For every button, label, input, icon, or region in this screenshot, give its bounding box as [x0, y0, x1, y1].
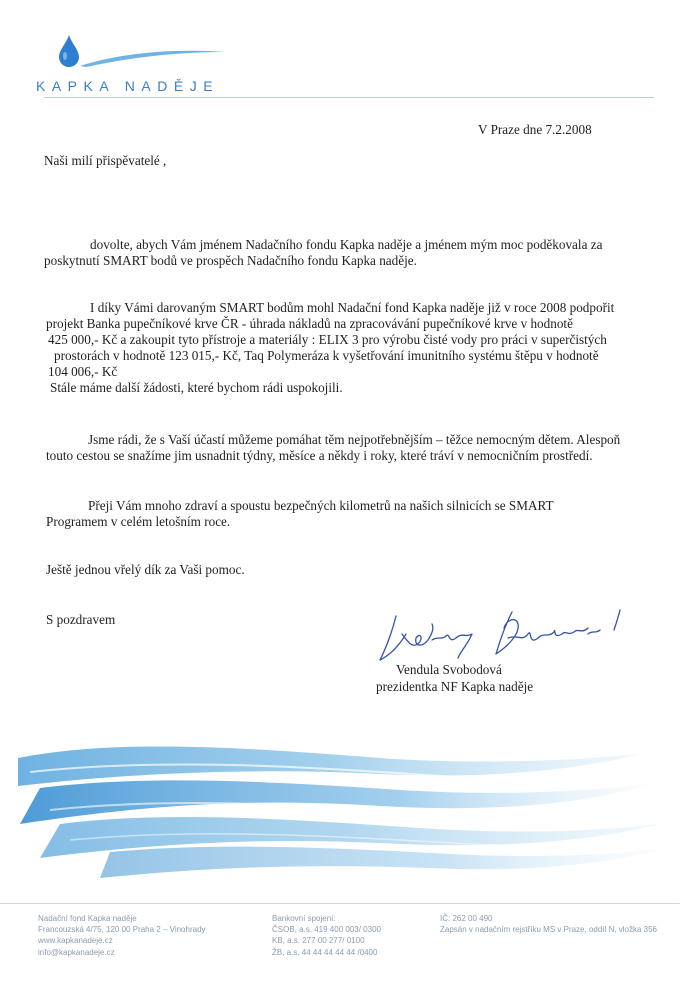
footer-divider: [0, 903, 680, 904]
footer-bank-heading: Bankovní spojení:: [272, 914, 336, 923]
footer-email-link[interactable]: info@kapkanadeje.cz: [38, 947, 115, 957]
footer-street: Francouzská 4/75, 120 00 Praha 2 – Vinohrady: [38, 925, 206, 935]
footer-bank-account: KB, a.s. 277 00 277/ 0100: [272, 936, 365, 946]
footer-address: [38, 913, 206, 958]
paragraph-line: 425 000,- Kč a zakoupit tyto přístroje a materiály : ELIX 3 pro výrobu čisté vody pro práci v superčistých: [48, 332, 607, 347]
paragraph-wishes: [46, 498, 554, 530]
footer-org-name: Nadační fond Kapka naděje: [38, 914, 137, 923]
paragraph-line: Ještě jednou vřelý dík za Vaši pomoc.: [46, 562, 245, 577]
footer-register-note: Zapsán v nadačním rejstříku MS v Praze, oddíl N, vložka 356: [440, 925, 657, 935]
letter-date: V Praze dne 7.2.2008: [478, 122, 592, 137]
paragraph-line: Jsme rádi, že s Vaší účastí můžeme pomáhat těm nejpotřebnějším – těžce nemocným dětem. Alespoň: [88, 432, 621, 447]
paragraph-line: projekt Banka pupečníkové krve ČR - úhrada nákladů na zpracovávání pupečníkové krve v hodnotě: [46, 316, 573, 331]
signer-title: prezidentka NF Kapka naděje: [376, 679, 534, 694]
footer-company-id: IČ: 262 00 490: [440, 914, 493, 923]
paragraph-line: I díky Vámi darovaným SMART bodům mohl Nadační fond Kapka naděje již v roce 2008 podpořit: [90, 300, 615, 315]
footer-bank-account: ČSOB, a.s. 419 400 003/ 0300: [272, 925, 381, 935]
paragraph-line: dovolte, abych Vám jménem Nadačního fondu Kapka naděje a jménem mým moc poděkovala za: [90, 237, 603, 252]
paragraph-line: Stále máme další žádosti, které bychom rádi uspokojili.: [50, 380, 343, 395]
paragraph-line: prostorách v hodnotě 123 015,- Kč, Taq Polymeráza k vyšetřování imunitního systému štěpu v hodnotě: [54, 348, 599, 363]
paragraph-line: Přeji Vám mnoho zdraví a spoustu bezpečných kilometrů na našich silnicích se SMART: [88, 498, 554, 513]
logo-drop-icon: [58, 34, 80, 68]
paragraph-thanks: [44, 237, 602, 269]
footer-bank: [272, 913, 381, 958]
footer-registration: [440, 913, 657, 935]
signer-name: Vendula Svobodová: [396, 662, 502, 677]
handwritten-signature: [368, 604, 638, 668]
paragraph-help: [46, 432, 620, 464]
letter-salutation: Naši milí přispěvatelé ,: [44, 153, 167, 168]
letter-closing: S pozdravem: [46, 612, 116, 627]
paragraph-line: Programem v celém letošním roce.: [46, 514, 231, 529]
paragraph-line: poskytnutí SMART bodů ve prospěch Nadačního fondu Kapka naděje.: [44, 253, 417, 268]
logo-wordmark: KAPKA NADĚJE: [36, 78, 220, 94]
paragraph-line: touto cestou se snažíme jim usnadnit týdny, měsíce a někdy i roky, které tráví v nemocničním prostředí.: [46, 448, 593, 463]
paragraph-final-thanks: [46, 562, 245, 578]
header-divider: [44, 97, 654, 98]
footer-bank-account: ŽB, a.s. 44 44 44 44 44 /0400: [272, 947, 378, 957]
paragraph-support: [46, 300, 614, 396]
footer-website-link[interactable]: www.kapkanadeje.cz: [38, 936, 113, 946]
paragraph-line: 104 006,- Kč: [48, 364, 118, 379]
decorative-waves: [0, 728, 700, 888]
logo-swoosh: [78, 46, 228, 68]
